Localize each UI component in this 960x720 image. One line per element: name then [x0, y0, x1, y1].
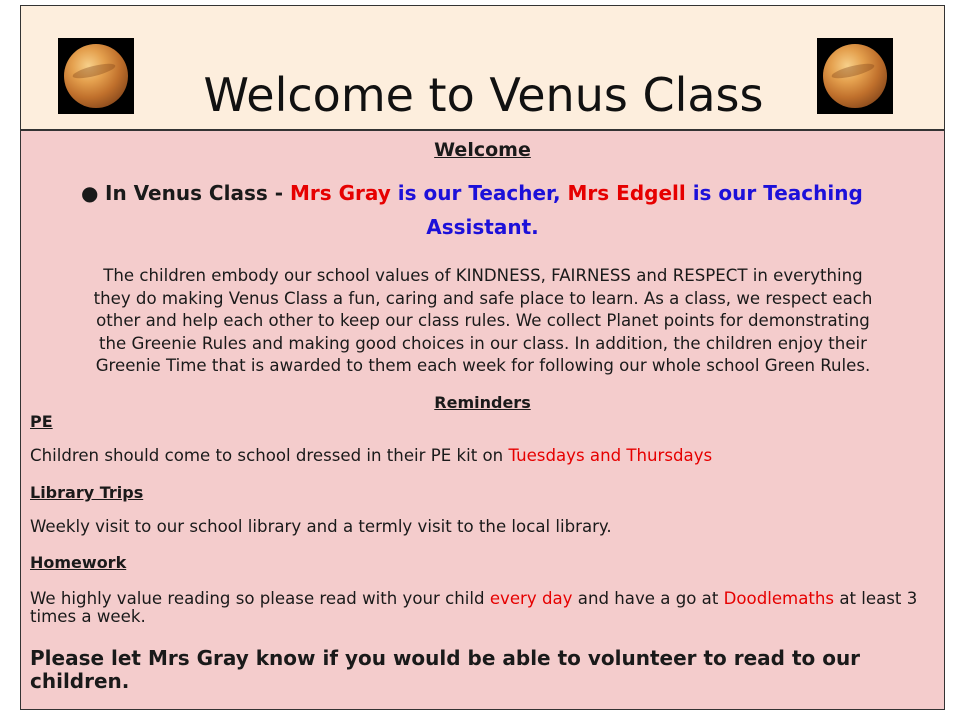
homework-heading: Homework: [30, 553, 127, 572]
content-panel: [20, 130, 945, 710]
library-text: Weekly visit to our school library and a termly visit to the local library.: [30, 517, 612, 536]
welcome-heading: Welcome: [434, 139, 531, 161]
header-banner: [20, 5, 945, 130]
venus-image-left: [58, 38, 134, 114]
pe-heading: PE: [30, 412, 53, 431]
values-paragraph: The children embody our school values of KINDNESS, FAIRNESS and RESPECT in everything they do making Venus Class a fun, caring and safe place to learn. As a class, we respect each other and help each other to keep our class rules. We collect Planet points for demonstrating the Greenie Rules and making good choices in our class. In addition, the children enjoy their Greenie Time that is awarded to them each week for following our whole school Green Rules.: [93, 266, 873, 375]
pe-days: Tuesdays and Thursdays: [508, 446, 713, 465]
pe-text: Children should come to school dressed in their PE kit on Tuesdays and Thursdays: [30, 446, 713, 465]
reminders-heading: Reminders: [434, 393, 531, 412]
library-heading: Library Trips: [30, 483, 144, 502]
staff-bullet: ● In Venus Class - Mrs Gray is our Teacher, Mrs Edgell is our Teaching: [81, 177, 921, 210]
bullet-icon: ●: [81, 181, 99, 205]
venus-image-right: [817, 38, 893, 114]
homework-text: We highly value reading so please read with your child every day and have a go at Doodlemaths at least 3 times a week.: [30, 589, 918, 626]
ta-name: Mrs Edgell: [567, 181, 686, 205]
homework-doodlemaths: Doodlemaths: [723, 589, 835, 608]
volunteer-request: Please let Mrs Gray know if you would be able to volunteer to read to our children.: [30, 646, 861, 693]
homework-every-day: every day: [489, 589, 573, 608]
staff-bullet-continued: Assistant.: [426, 215, 539, 239]
teacher-name: Mrs Gray: [290, 181, 391, 205]
page-title: Welcome to Venus Class: [203, 68, 764, 122]
